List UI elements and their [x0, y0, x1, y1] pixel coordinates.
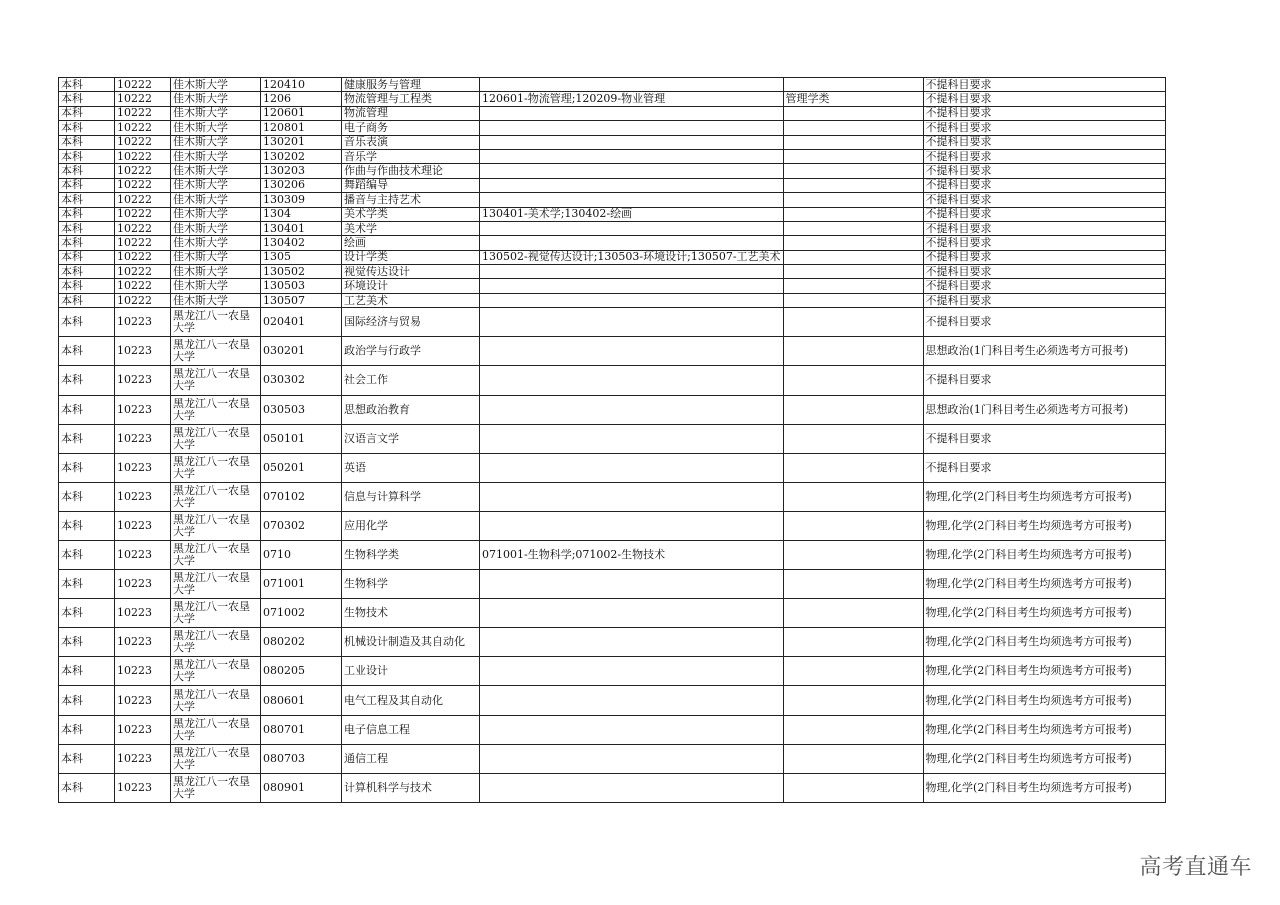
- subject-requirement-cell: 物理,化学(2门科目考生均须选考方可报考): [923, 715, 1165, 744]
- table-row: [59, 293, 1166, 307]
- school-name-cell: 黑龙江八一农垦大学: [171, 511, 261, 540]
- category-cell: [783, 78, 923, 92]
- major-name-cell: 物流管理: [342, 106, 480, 120]
- school-name-cell: 佳木斯大学: [171, 279, 261, 293]
- major-name-cell: 健康服务与管理: [342, 78, 480, 92]
- table-row: [59, 541, 1166, 570]
- school-name-cell: 佳木斯大学: [171, 106, 261, 120]
- major-code-cell: 1206: [261, 92, 342, 106]
- included-majors-cell: [480, 106, 784, 120]
- school-name-cell: 佳木斯大学: [171, 221, 261, 235]
- category-cell: [783, 366, 923, 395]
- level-cell: 本科: [59, 236, 115, 250]
- school-code-cell: 10223: [115, 453, 171, 482]
- included-majors-cell: [480, 78, 784, 92]
- school-name-cell: 黑龙江八一农垦大学: [171, 541, 261, 570]
- level-cell: 本科: [59, 628, 115, 657]
- major-name-cell: 信息与计算科学: [342, 482, 480, 511]
- school-name-cell: 黑龙江八一农垦大学: [171, 337, 261, 366]
- major-name-cell: 视觉传达设计: [342, 265, 480, 279]
- major-code-cell: 1304: [261, 207, 342, 221]
- school-code-cell: 10222: [115, 121, 171, 135]
- subject-requirement-cell: 思想政治(1门科目考生必须选考方可报考): [923, 395, 1165, 424]
- included-majors-cell: [480, 279, 784, 293]
- category-cell: [783, 221, 923, 235]
- school-code-cell: 10222: [115, 236, 171, 250]
- level-cell: 本科: [59, 221, 115, 235]
- category-cell: [783, 308, 923, 337]
- school-code-cell: 10222: [115, 207, 171, 221]
- subject-requirement-cell: 思想政治(1门科目考生必须选考方可报考): [923, 337, 1165, 366]
- category-cell: [783, 424, 923, 453]
- major-code-cell: 130507: [261, 293, 342, 307]
- major-code-cell: 050101: [261, 424, 342, 453]
- category-cell: [783, 149, 923, 163]
- major-code-cell: 130309: [261, 193, 342, 207]
- major-code-cell: 020401: [261, 308, 342, 337]
- school-name-cell: 黑龙江八一农垦大学: [171, 628, 261, 657]
- subject-requirement-cell: 不提科目要求: [923, 178, 1165, 192]
- level-cell: 本科: [59, 78, 115, 92]
- included-majors-cell: [480, 149, 784, 163]
- table-row: [59, 628, 1166, 657]
- level-cell: 本科: [59, 178, 115, 192]
- table-row: [59, 308, 1166, 337]
- school-code-cell: 10223: [115, 482, 171, 511]
- category-cell: [783, 511, 923, 540]
- school-name-cell: 黑龙江八一农垦大学: [171, 570, 261, 599]
- subject-requirement-cell: 不提科目要求: [923, 121, 1165, 135]
- subject-requirement-cell: 物理,化学(2门科目考生均须选考方可报考): [923, 686, 1165, 715]
- school-name-cell: 佳木斯大学: [171, 236, 261, 250]
- included-majors-cell: [480, 453, 784, 482]
- school-code-cell: 10223: [115, 570, 171, 599]
- table-row: [59, 424, 1166, 453]
- subject-requirement-cell: 不提科目要求: [923, 265, 1165, 279]
- included-majors-cell: [480, 308, 784, 337]
- major-name-cell: 国际经济与贸易: [342, 308, 480, 337]
- included-majors-cell: [480, 773, 784, 802]
- level-cell: 本科: [59, 541, 115, 570]
- school-code-cell: 10222: [115, 293, 171, 307]
- table-row: [59, 250, 1166, 264]
- subject-requirement-cell: 物理,化学(2门科目考生均须选考方可报考): [923, 511, 1165, 540]
- major-code-cell: 080205: [261, 657, 342, 686]
- major-name-cell: 舞蹈编导: [342, 178, 480, 192]
- included-majors-cell: 130401-美术学;130402-绘画: [480, 207, 784, 221]
- level-cell: 本科: [59, 482, 115, 511]
- admission-requirements-table: [58, 77, 1166, 803]
- subject-requirement-cell: 物理,化学(2门科目考生均须选考方可报考): [923, 599, 1165, 628]
- category-cell: [783, 628, 923, 657]
- school-code-cell: 10222: [115, 78, 171, 92]
- major-code-cell: 071002: [261, 599, 342, 628]
- table-row: [59, 236, 1166, 250]
- school-name-cell: 黑龙江八一农垦大学: [171, 657, 261, 686]
- major-name-cell: 电子商务: [342, 121, 480, 135]
- table-row: [59, 599, 1166, 628]
- included-majors-cell: 071001-生物科学;071002-生物技术: [480, 541, 784, 570]
- subject-requirement-cell: 不提科目要求: [923, 424, 1165, 453]
- table-row: [59, 773, 1166, 802]
- level-cell: 本科: [59, 106, 115, 120]
- school-name-cell: 佳木斯大学: [171, 250, 261, 264]
- school-code-cell: 10222: [115, 92, 171, 106]
- major-name-cell: 美术学: [342, 221, 480, 235]
- school-code-cell: 10223: [115, 511, 171, 540]
- major-name-cell: 计算机科学与技术: [342, 773, 480, 802]
- category-cell: [783, 686, 923, 715]
- school-name-cell: 佳木斯大学: [171, 293, 261, 307]
- included-majors-cell: [480, 293, 784, 307]
- table-row: [59, 92, 1166, 106]
- level-cell: 本科: [59, 279, 115, 293]
- table-row: [59, 178, 1166, 192]
- table-row: [59, 686, 1166, 715]
- included-majors-cell: [480, 570, 784, 599]
- major-code-cell: 120801: [261, 121, 342, 135]
- table-row: [59, 121, 1166, 135]
- school-code-cell: 10223: [115, 599, 171, 628]
- table-row: [59, 482, 1166, 511]
- school-code-cell: 10223: [115, 657, 171, 686]
- category-cell: [783, 744, 923, 773]
- subject-requirement-cell: 不提科目要求: [923, 221, 1165, 235]
- school-code-cell: 10223: [115, 308, 171, 337]
- included-majors-cell: [480, 395, 784, 424]
- level-cell: 本科: [59, 149, 115, 163]
- major-name-cell: 生物技术: [342, 599, 480, 628]
- category-cell: [783, 236, 923, 250]
- table-row: [59, 149, 1166, 163]
- category-cell: [783, 599, 923, 628]
- major-code-cell: 120410: [261, 78, 342, 92]
- major-code-cell: 080701: [261, 715, 342, 744]
- school-name-cell: 黑龙江八一农垦大学: [171, 599, 261, 628]
- school-name-cell: 黑龙江八一农垦大学: [171, 395, 261, 424]
- major-name-cell: 政治学与行政学: [342, 337, 480, 366]
- major-name-cell: 绘画: [342, 236, 480, 250]
- major-name-cell: 设计学类: [342, 250, 480, 264]
- school-code-cell: 10222: [115, 149, 171, 163]
- major-name-cell: 作曲与作曲技术理论: [342, 164, 480, 178]
- table-row: [59, 657, 1166, 686]
- school-code-cell: 10223: [115, 686, 171, 715]
- table-row: [59, 207, 1166, 221]
- included-majors-cell: [480, 628, 784, 657]
- subject-requirement-cell: 物理,化学(2门科目考生均须选考方可报考): [923, 570, 1165, 599]
- category-cell: [783, 570, 923, 599]
- subject-requirement-cell: 不提科目要求: [923, 250, 1165, 264]
- major-name-cell: 物流管理与工程类: [342, 92, 480, 106]
- included-majors-cell: [480, 236, 784, 250]
- category-cell: [783, 482, 923, 511]
- category-cell: [783, 178, 923, 192]
- category-cell: [783, 657, 923, 686]
- category-cell: [783, 207, 923, 221]
- level-cell: 本科: [59, 121, 115, 135]
- school-code-cell: 10222: [115, 178, 171, 192]
- level-cell: 本科: [59, 773, 115, 802]
- major-code-cell: 130202: [261, 149, 342, 163]
- table-row: [59, 570, 1166, 599]
- subject-requirement-cell: 不提科目要求: [923, 164, 1165, 178]
- subject-requirement-cell: 不提科目要求: [923, 149, 1165, 163]
- category-cell: [783, 250, 923, 264]
- subject-requirement-cell: 不提科目要求: [923, 207, 1165, 221]
- school-name-cell: 佳木斯大学: [171, 265, 261, 279]
- school-code-cell: 10223: [115, 424, 171, 453]
- school-code-cell: 10222: [115, 250, 171, 264]
- level-cell: 本科: [59, 395, 115, 424]
- included-majors-cell: [480, 193, 784, 207]
- major-code-cell: 030503: [261, 395, 342, 424]
- school-name-cell: 黑龙江八一农垦大学: [171, 424, 261, 453]
- major-code-cell: 070302: [261, 511, 342, 540]
- level-cell: 本科: [59, 193, 115, 207]
- table-row: [59, 78, 1166, 92]
- school-code-cell: 10223: [115, 395, 171, 424]
- level-cell: 本科: [59, 657, 115, 686]
- major-code-cell: 120601: [261, 106, 342, 120]
- major-name-cell: 生物科学类: [342, 541, 480, 570]
- school-name-cell: 佳木斯大学: [171, 178, 261, 192]
- table-row: [59, 366, 1166, 395]
- subject-requirement-cell: 物理,化学(2门科目考生均须选考方可报考): [923, 657, 1165, 686]
- table-row: [59, 106, 1166, 120]
- major-name-cell: 社会工作: [342, 366, 480, 395]
- subject-requirement-cell: 不提科目要求: [923, 78, 1165, 92]
- school-name-cell: 佳木斯大学: [171, 207, 261, 221]
- major-code-cell: 030302: [261, 366, 342, 395]
- major-code-cell: 1305: [261, 250, 342, 264]
- school-name-cell: 佳木斯大学: [171, 92, 261, 106]
- major-code-cell: 130402: [261, 236, 342, 250]
- subject-requirement-cell: 不提科目要求: [923, 279, 1165, 293]
- included-majors-cell: [480, 164, 784, 178]
- included-majors-cell: [480, 265, 784, 279]
- included-majors-cell: [480, 657, 784, 686]
- included-majors-cell: [480, 366, 784, 395]
- school-name-cell: 佳木斯大学: [171, 121, 261, 135]
- major-code-cell: 130401: [261, 221, 342, 235]
- category-cell: [783, 541, 923, 570]
- major-code-cell: 130203: [261, 164, 342, 178]
- major-code-cell: 130502: [261, 265, 342, 279]
- school-name-cell: 黑龙江八一农垦大学: [171, 773, 261, 802]
- subject-requirement-cell: 物理,化学(2门科目考生均须选考方可报考): [923, 541, 1165, 570]
- major-code-cell: 080703: [261, 744, 342, 773]
- school-code-cell: 10223: [115, 628, 171, 657]
- included-majors-cell: 120601-物流管理;120209-物业管理: [480, 92, 784, 106]
- school-name-cell: 佳木斯大学: [171, 164, 261, 178]
- school-code-cell: 10223: [115, 773, 171, 802]
- school-code-cell: 10222: [115, 135, 171, 149]
- school-name-cell: 黑龙江八一农垦大学: [171, 453, 261, 482]
- table-row: [59, 395, 1166, 424]
- subject-requirement-cell: 不提科目要求: [923, 293, 1165, 307]
- school-code-cell: 10223: [115, 337, 171, 366]
- major-name-cell: 美术学类: [342, 207, 480, 221]
- major-code-cell: 070102: [261, 482, 342, 511]
- subject-requirement-cell: 物理,化学(2门科目考生均须选考方可报考): [923, 773, 1165, 802]
- school-code-cell: 10222: [115, 279, 171, 293]
- level-cell: 本科: [59, 337, 115, 366]
- major-code-cell: 080202: [261, 628, 342, 657]
- level-cell: 本科: [59, 265, 115, 279]
- major-code-cell: 130503: [261, 279, 342, 293]
- school-code-cell: 10222: [115, 265, 171, 279]
- major-name-cell: 工业设计: [342, 657, 480, 686]
- table-row: [59, 715, 1166, 744]
- level-cell: 本科: [59, 366, 115, 395]
- category-cell: [783, 121, 923, 135]
- category-cell: [783, 395, 923, 424]
- level-cell: 本科: [59, 293, 115, 307]
- level-cell: 本科: [59, 164, 115, 178]
- major-name-cell: 生物科学: [342, 570, 480, 599]
- major-code-cell: 050201: [261, 453, 342, 482]
- table-row: [59, 135, 1166, 149]
- school-code-cell: 10222: [115, 221, 171, 235]
- major-name-cell: 音乐表演: [342, 135, 480, 149]
- school-code-cell: 10223: [115, 366, 171, 395]
- major-code-cell: 130201: [261, 135, 342, 149]
- level-cell: 本科: [59, 599, 115, 628]
- category-cell: [783, 265, 923, 279]
- major-code-cell: 080601: [261, 686, 342, 715]
- major-name-cell: 英语: [342, 453, 480, 482]
- school-code-cell: 10223: [115, 744, 171, 773]
- major-name-cell: 应用化学: [342, 511, 480, 540]
- major-name-cell: 工艺美术: [342, 293, 480, 307]
- level-cell: 本科: [59, 453, 115, 482]
- school-name-cell: 黑龙江八一农垦大学: [171, 482, 261, 511]
- level-cell: 本科: [59, 511, 115, 540]
- major-code-cell: 080901: [261, 773, 342, 802]
- major-name-cell: 电气工程及其自动化: [342, 686, 480, 715]
- table-row: [59, 221, 1166, 235]
- subject-requirement-cell: 不提科目要求: [923, 92, 1165, 106]
- level-cell: 本科: [59, 135, 115, 149]
- subject-requirement-cell: 物理,化学(2门科目考生均须选考方可报考): [923, 744, 1165, 773]
- category-cell: [783, 164, 923, 178]
- included-majors-cell: [480, 686, 784, 715]
- major-name-cell: 环境设计: [342, 279, 480, 293]
- school-name-cell: 黑龙江八一农垦大学: [171, 744, 261, 773]
- category-cell: [783, 293, 923, 307]
- level-cell: 本科: [59, 308, 115, 337]
- table-row: [59, 265, 1166, 279]
- school-code-cell: 10222: [115, 193, 171, 207]
- level-cell: 本科: [59, 686, 115, 715]
- table-row: [59, 193, 1166, 207]
- included-majors-cell: [480, 135, 784, 149]
- table-row: [59, 164, 1166, 178]
- school-name-cell: 佳木斯大学: [171, 193, 261, 207]
- school-name-cell: 黑龙江八一农垦大学: [171, 308, 261, 337]
- school-name-cell: 黑龙江八一农垦大学: [171, 686, 261, 715]
- watermark-text: 高考直通车: [1139, 855, 1252, 880]
- table-row: [59, 511, 1166, 540]
- major-name-cell: 电子信息工程: [342, 715, 480, 744]
- major-name-cell: 通信工程: [342, 744, 480, 773]
- subject-requirement-cell: 不提科目要求: [923, 193, 1165, 207]
- subject-requirement-cell: 不提科目要求: [923, 366, 1165, 395]
- school-name-cell: 佳木斯大学: [171, 78, 261, 92]
- school-name-cell: 黑龙江八一农垦大学: [171, 366, 261, 395]
- included-majors-cell: [480, 482, 784, 511]
- included-majors-cell: [480, 121, 784, 135]
- level-cell: 本科: [59, 207, 115, 221]
- major-name-cell: 汉语言文学: [342, 424, 480, 453]
- subject-requirement-cell: 不提科目要求: [923, 453, 1165, 482]
- category-cell: [783, 453, 923, 482]
- subject-requirement-cell: 物理,化学(2门科目考生均须选考方可报考): [923, 628, 1165, 657]
- major-name-cell: 音乐学: [342, 149, 480, 163]
- category-cell: [783, 193, 923, 207]
- school-code-cell: 10223: [115, 541, 171, 570]
- category-cell: [783, 279, 923, 293]
- included-majors-cell: [480, 221, 784, 235]
- level-cell: 本科: [59, 424, 115, 453]
- included-majors-cell: [480, 424, 784, 453]
- level-cell: 本科: [59, 92, 115, 106]
- school-code-cell: 10223: [115, 715, 171, 744]
- included-majors-cell: [480, 337, 784, 366]
- major-code-cell: 071001: [261, 570, 342, 599]
- category-cell: [783, 135, 923, 149]
- major-code-cell: 030201: [261, 337, 342, 366]
- major-name-cell: 播音与主持艺术: [342, 193, 480, 207]
- included-majors-cell: [480, 715, 784, 744]
- level-cell: 本科: [59, 744, 115, 773]
- school-code-cell: 10222: [115, 164, 171, 178]
- major-code-cell: 0710: [261, 541, 342, 570]
- category-cell: [783, 773, 923, 802]
- subject-requirement-cell: 不提科目要求: [923, 135, 1165, 149]
- level-cell: 本科: [59, 570, 115, 599]
- school-name-cell: 佳木斯大学: [171, 149, 261, 163]
- table-row: [59, 337, 1166, 366]
- subject-requirement-cell: 不提科目要求: [923, 308, 1165, 337]
- table-row: [59, 453, 1166, 482]
- included-majors-cell: [480, 744, 784, 773]
- category-cell: [783, 715, 923, 744]
- subject-requirement-cell: 物理,化学(2门科目考生均须选考方可报考): [923, 482, 1165, 511]
- subject-requirement-cell: 不提科目要求: [923, 106, 1165, 120]
- level-cell: 本科: [59, 250, 115, 264]
- major-name-cell: 思想政治教育: [342, 395, 480, 424]
- major-code-cell: 130206: [261, 178, 342, 192]
- major-name-cell: 机械设计制造及其自动化: [342, 628, 480, 657]
- category-cell: [783, 337, 923, 366]
- subject-requirement-cell: 不提科目要求: [923, 236, 1165, 250]
- school-name-cell: 佳木斯大学: [171, 135, 261, 149]
- included-majors-cell: 130502-视觉传达设计;130503-环境设计;130507-工艺美术: [480, 250, 784, 264]
- table-row: [59, 744, 1166, 773]
- level-cell: 本科: [59, 715, 115, 744]
- table-row: [59, 279, 1166, 293]
- school-name-cell: 黑龙江八一农垦大学: [171, 715, 261, 744]
- included-majors-cell: [480, 599, 784, 628]
- school-code-cell: 10222: [115, 106, 171, 120]
- included-majors-cell: [480, 178, 784, 192]
- included-majors-cell: [480, 511, 784, 540]
- category-cell: 管理学类: [783, 92, 923, 106]
- category-cell: [783, 106, 923, 120]
